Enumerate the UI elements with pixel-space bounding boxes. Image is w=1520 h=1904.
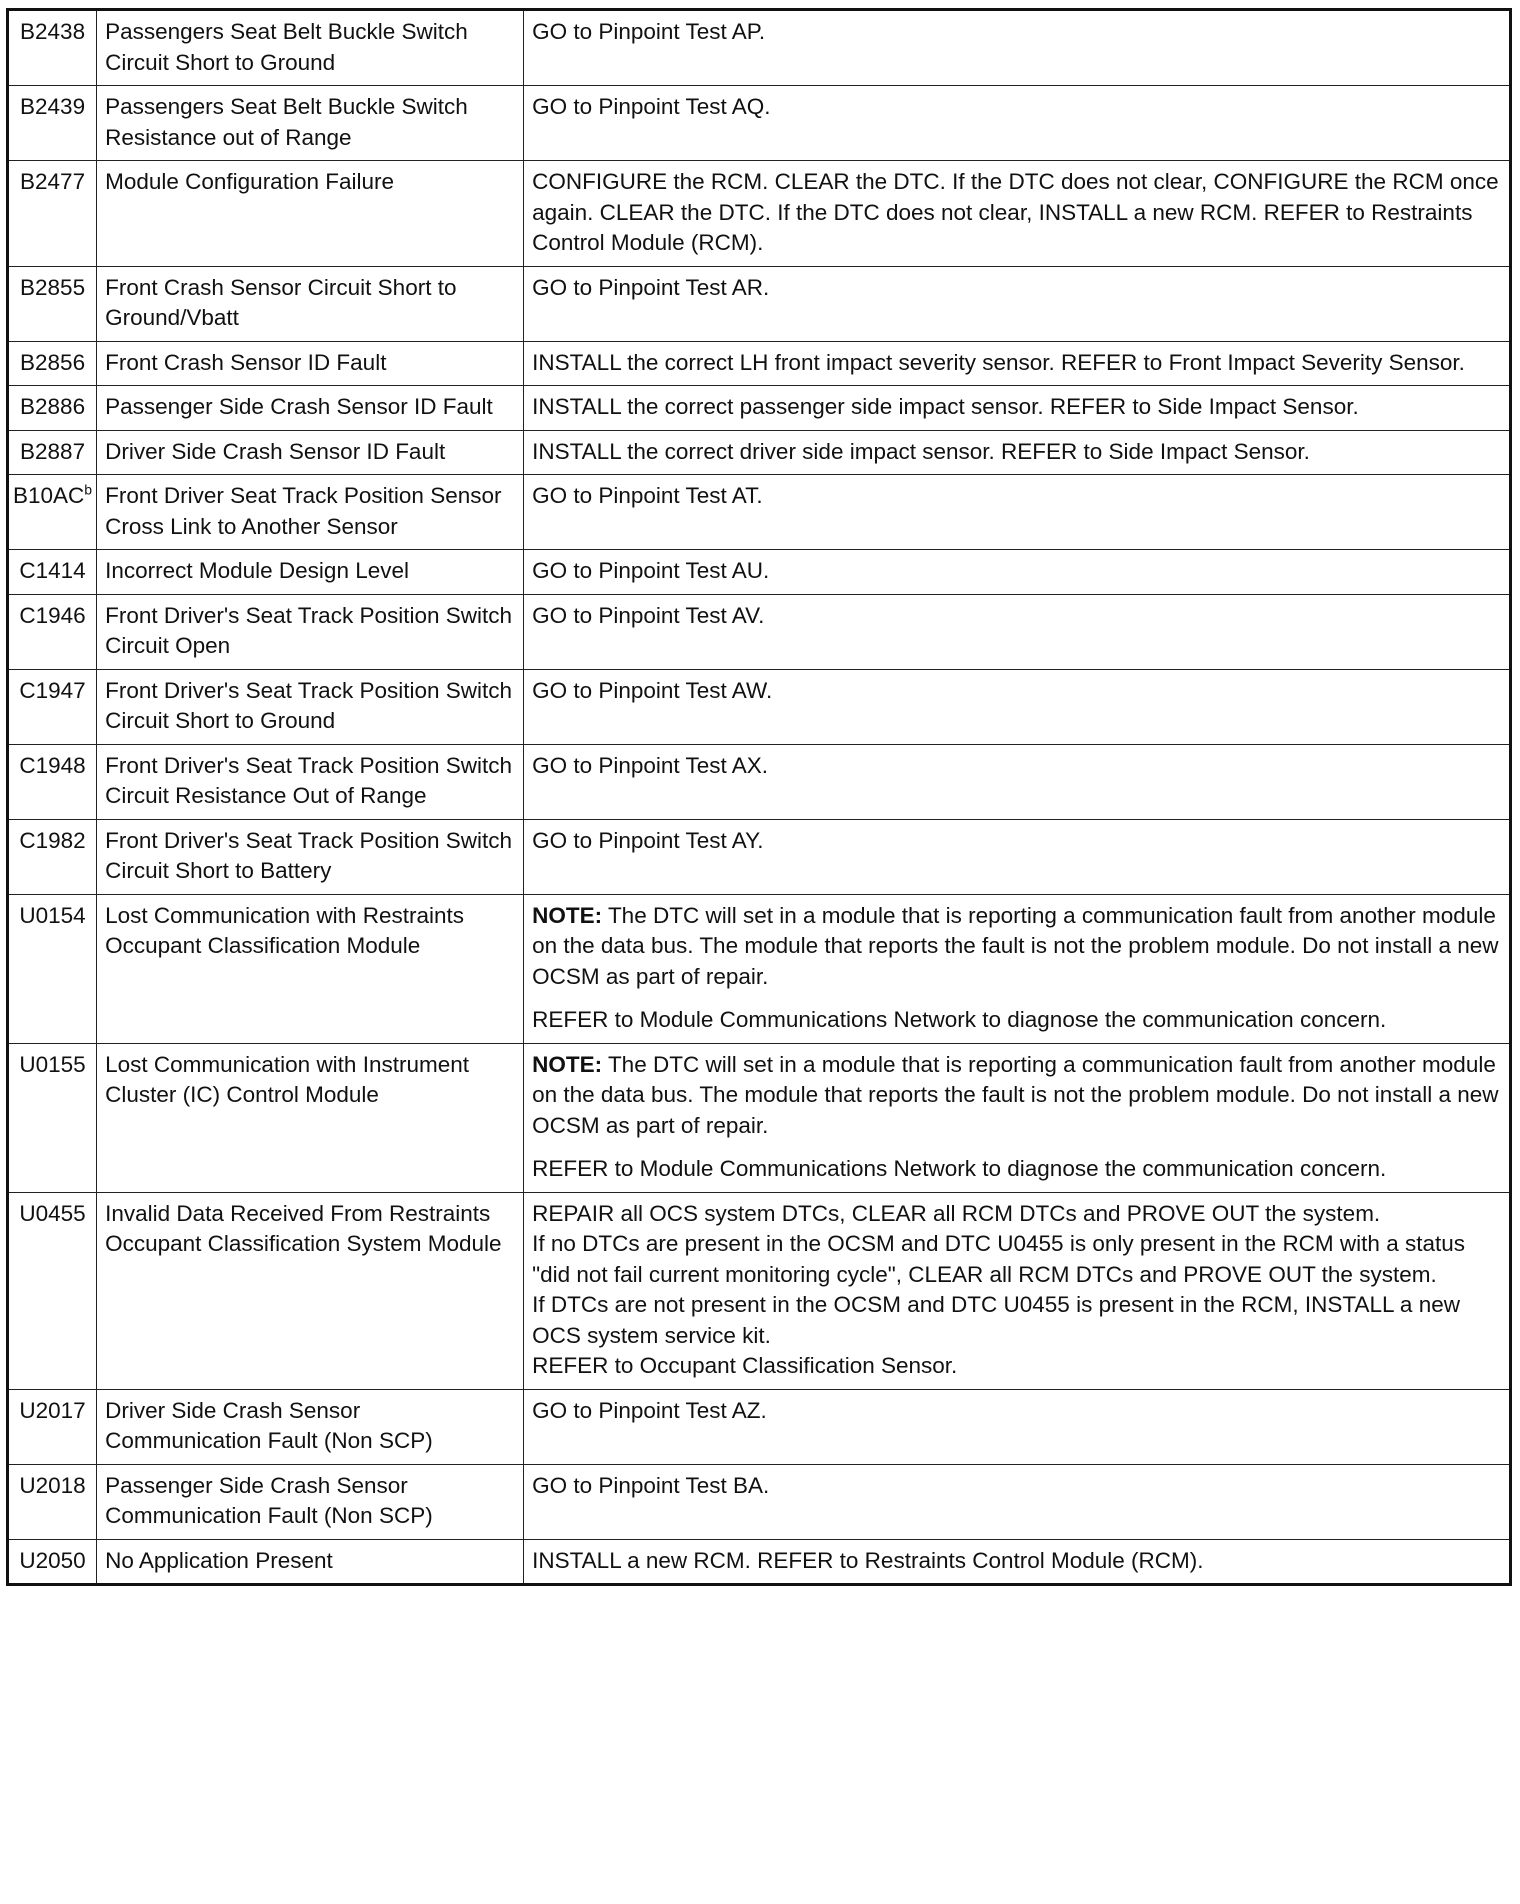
action-text: GO to Pinpoint Test AX. [532, 752, 769, 778]
dtc-description: Incorrect Module Design Level [105, 558, 409, 583]
dtc-code: C1414 [19, 558, 86, 583]
action-text: INSTALL the correct passenger side impact sensor. REFER to Side Impact Sensor. [532, 394, 1359, 419]
description-cell [97, 386, 524, 431]
dtc-code-cell [8, 386, 97, 431]
action-cell [524, 1192, 1511, 1389]
description-cell [97, 594, 524, 669]
dtc-code-cell [8, 1539, 97, 1585]
dtc-code-cell [8, 819, 97, 894]
dtc-description: Front Driver's Seat Track Position Switch Circuit Short to Battery [105, 827, 513, 883]
dtc-code: U0155 [19, 1051, 86, 1077]
dtc-code: B2438 [20, 19, 86, 44]
table-row [8, 1539, 1511, 1585]
action-cell [524, 550, 1511, 595]
action-text: GO to Pinpoint Test AZ. [532, 1397, 767, 1423]
action-text: GO to Pinpoint Test AY. [532, 827, 764, 853]
table-row [8, 341, 1511, 386]
dtc-description: Driver Side Crash Sensor Communication Fault (Non SCP) [105, 1397, 433, 1453]
dtc-code: B2439 [20, 94, 86, 119]
table-row [8, 669, 1511, 744]
dtc-description: Passenger Side Crash Sensor ID Fault [105, 394, 493, 419]
description-cell [97, 894, 524, 1043]
action-text: INSTALL the correct LH front impact severity sensor. REFER to Front Impact Severity Sensor. [532, 349, 1465, 375]
note-label: NOTE: [532, 1051, 603, 1077]
description-cell [97, 819, 524, 894]
action-text: If DTCs are not present in the OCSM and DTC U0455 is present in the RCM, INSTALL a new OCS system service kit. [532, 1292, 1460, 1348]
action-cell [524, 1389, 1511, 1464]
description-cell [97, 266, 524, 341]
action-text: CONFIGURE the RCM. CLEAR the DTC. If the DTC does not clear, CONFIGURE the RCM once again. CLEAR the DTC. If the DTC does not clear, INSTALL a new RCM. REFER to Restraints Control Module (RCM). [532, 169, 1499, 255]
action-text: GO to Pinpoint Test AW. [532, 677, 773, 703]
description-cell [97, 744, 524, 819]
action-text: GO to Pinpoint Test AR. [532, 274, 770, 300]
table-row [8, 1464, 1511, 1539]
action-cell [524, 669, 1511, 744]
description-cell [97, 550, 524, 595]
description-cell [97, 86, 524, 161]
action-text: INSTALL the correct driver side impact sensor. REFER to Side Impact Sensor. [532, 438, 1310, 464]
action-cell [524, 744, 1511, 819]
dtc-code: C1982 [19, 827, 86, 853]
dtc-code-cell [8, 341, 97, 386]
description-cell [97, 161, 524, 267]
table-row [8, 86, 1511, 161]
dtc-code: B10AC [13, 483, 85, 508]
table-row [8, 266, 1511, 341]
action-cell [524, 341, 1511, 386]
dtc-code-cell [8, 266, 97, 341]
action-text: GO to Pinpoint Test AU. [532, 558, 770, 583]
action-cell [524, 1043, 1511, 1192]
action-cell [524, 386, 1511, 431]
description-cell [97, 669, 524, 744]
dtc-description: Module Configuration Failure [105, 169, 395, 194]
action-text: REFER to Module Communications Network to diagnose the communication concern. [532, 1156, 1387, 1181]
note-paragraph [532, 901, 1501, 993]
action-cell [524, 819, 1511, 894]
description-cell [97, 10, 524, 86]
table-row [8, 161, 1511, 267]
dtc-description: Driver Side Crash Sensor ID Fault [105, 438, 446, 464]
dtc-code-cell [8, 161, 97, 267]
action-cell [524, 1464, 1511, 1539]
dtc-code-cell [8, 1464, 97, 1539]
note-paragraph [532, 1050, 1501, 1142]
dtc-code: C1946 [19, 602, 86, 628]
dtc-code: U2017 [19, 1397, 86, 1423]
description-cell [97, 1464, 524, 1539]
dtc-description: No Application Present [105, 1547, 333, 1573]
table-row [8, 475, 1511, 550]
dtc-code-cell [8, 894, 97, 1043]
action-cell [524, 594, 1511, 669]
footnote-marker: b [84, 481, 93, 498]
dtc-description: Passengers Seat Belt Buckle Switch Circuit Short to Ground [105, 19, 468, 75]
description-cell [97, 341, 524, 386]
description-cell [97, 1043, 524, 1192]
dtc-description: Front Driver's Seat Track Position Switch Circuit Resistance Out of Range [105, 752, 513, 808]
note-label: NOTE: [532, 902, 603, 928]
action-cell [524, 266, 1511, 341]
dtc-description: Front Driver's Seat Track Position Switch Circuit Short to Ground [105, 677, 513, 733]
dtc-code: C1947 [19, 677, 86, 703]
dtc-code: U2018 [19, 1472, 86, 1498]
table-row [8, 1389, 1511, 1464]
dtc-code-cell [8, 1192, 97, 1389]
dtc-description: Front Crash Sensor ID Fault [105, 349, 387, 375]
table-row [8, 744, 1511, 819]
description-cell [97, 1539, 524, 1585]
action-text: GO to Pinpoint Test AQ. [532, 94, 771, 119]
table-row [8, 1043, 1511, 1192]
action-text: INSTALL a new RCM. REFER to Restraints Control Module (RCM). [532, 1547, 1204, 1573]
dtc-code: C1948 [19, 752, 86, 778]
dtc-code-cell [8, 10, 97, 86]
dtc-description: Front Crash Sensor Circuit Short to Ground/Vbatt [105, 274, 457, 330]
dtc-code: B2887 [20, 438, 86, 464]
action-text: GO to Pinpoint Test BA. [532, 1472, 770, 1498]
dtc-code-cell [8, 430, 97, 475]
action-text: REPAIR all OCS system DTCs, CLEAR all RCM DTCs and PROVE OUT the system. [532, 1200, 1381, 1226]
table-row [8, 819, 1511, 894]
dtc-code-cell [8, 550, 97, 595]
note-text: The DTC will set in a module that is reporting a communication fault from another module on the data bus. The module that reports the fault is not the problem module. Do not install a new OCSM as part of repair. [532, 1051, 1499, 1138]
action-cell [524, 1539, 1511, 1585]
table-row [8, 594, 1511, 669]
description-cell [97, 1389, 524, 1464]
action-cell [524, 10, 1511, 86]
description-cell [97, 475, 524, 550]
action-cell [524, 475, 1511, 550]
dtc-code-cell [8, 669, 97, 744]
action-cell [524, 894, 1511, 1043]
dtc-code-cell [8, 1043, 97, 1192]
dtc-description: Passenger Side Crash Sensor Communication Fault (Non SCP) [105, 1472, 433, 1528]
dtc-code-cell [8, 594, 97, 669]
dtc-code-cell [8, 86, 97, 161]
dtc-code: B2886 [20, 394, 86, 419]
description-cell [97, 1192, 524, 1389]
dtc-code-cell [8, 1389, 97, 1464]
action-text: GO to Pinpoint Test AP. [532, 19, 766, 44]
table-row [8, 550, 1511, 595]
action-cell [524, 430, 1511, 475]
dtc-code: B2477 [20, 169, 86, 194]
action-text: REFER to Module Communications Network to diagnose the communication concern. [532, 1007, 1387, 1032]
dtc-code-cell [8, 475, 97, 550]
table-row [8, 430, 1511, 475]
table-row [8, 894, 1511, 1043]
action-text: GO to Pinpoint Test AV. [532, 602, 765, 628]
dtc-code: U2050 [19, 1547, 86, 1573]
description-cell [97, 430, 524, 475]
action-text: If no DTCs are present in the OCSM and DTC U0455 is only present in the RCM with a status "did not fail current monitoring cycle", CLEAR all RCM DTCs and PROVE OUT the system. [532, 1231, 1465, 1287]
action-text: GO to Pinpoint Test AT. [532, 483, 763, 508]
dtc-description: Lost Communication with Instrument Cluster (IC) Control Module [105, 1051, 469, 1107]
dtc-table [6, 8, 1512, 1586]
dtc-code: U0154 [19, 902, 86, 928]
table-row [8, 10, 1511, 86]
note-text: The DTC will set in a module that is reporting a communication fault from another module on the data bus. The module that reports the fault is not the problem module. Do not install a new OCSM as part of repair. [532, 902, 1499, 989]
dtc-description: Front Driver's Seat Track Position Switch Circuit Open [105, 602, 513, 658]
table-row [8, 1192, 1511, 1389]
action-cell [524, 86, 1511, 161]
dtc-code-cell [8, 744, 97, 819]
dtc-description: Front Driver Seat Track Position Sensor Cross Link to Another Sensor [105, 483, 502, 539]
dtc-code: B2856 [20, 349, 86, 375]
table-row [8, 386, 1511, 431]
action-cell [524, 161, 1511, 267]
dtc-code: B2855 [20, 274, 86, 300]
dtc-description: Lost Communication with Restraints Occupant Classification Module [105, 902, 464, 958]
dtc-description: Passengers Seat Belt Buckle Switch Resistance out of Range [105, 94, 468, 150]
action-text: REFER to Occupant Classification Sensor. [532, 1353, 958, 1378]
dtc-code: U0455 [19, 1200, 86, 1226]
dtc-description: Invalid Data Received From Restraints Occupant Classification System Module [105, 1200, 502, 1256]
